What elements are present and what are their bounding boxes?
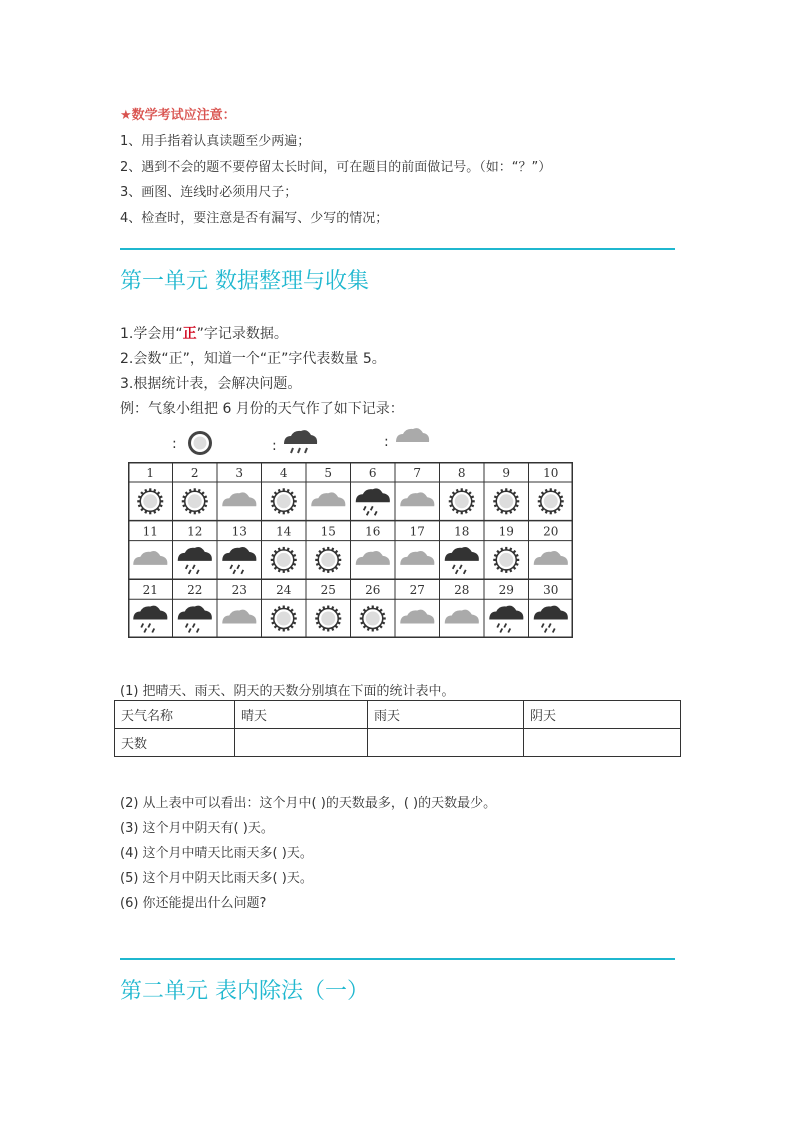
calendar-day-number: 18	[454, 524, 470, 539]
sun-icon	[449, 488, 475, 514]
legend-sun	[172, 431, 212, 455]
cloud-icon	[396, 428, 429, 442]
divider	[120, 958, 675, 960]
table-header-cell: 阴天	[524, 701, 681, 729]
rain-cloud-icon	[284, 430, 317, 453]
calendar-day-number: 4	[279, 466, 288, 480]
calendar-day-number: 21	[142, 583, 158, 598]
calendar-day-number: 14	[276, 524, 292, 539]
table-header-cell: 晴天	[235, 701, 368, 729]
paragraph	[120, 323, 288, 343]
answer-cell[interactable]	[524, 729, 681, 757]
paragraph-text: 1.学会用“	[120, 326, 183, 342]
sun-icon	[137, 488, 163, 514]
notice-title: ★数学考试应注意：	[120, 108, 236, 123]
sun-icon	[538, 488, 564, 514]
paragraph: 3.根据统计表，会解决问题。	[120, 376, 302, 392]
svg-text::: :	[172, 436, 177, 452]
sun-icon	[493, 488, 519, 514]
sun-icon	[315, 606, 341, 632]
table-cell: 天数	[115, 729, 235, 757]
sun-icon	[271, 606, 297, 632]
calendar-day-number: 29	[498, 583, 514, 598]
sun-icon	[271, 488, 297, 514]
legend-cloud	[384, 428, 429, 450]
paragraph: 例：气象小组把 6 月份的天气作了如下记录：	[120, 401, 404, 417]
notice-item: 3、画图、连线时必须用尺子；	[120, 185, 298, 200]
notice-item: 4、检查时，要注意是否有漏写、少写的情况；	[120, 211, 389, 226]
table-row	[115, 729, 681, 757]
unit-title: 第二单元 表内除法（一）	[120, 979, 369, 1004]
calendar-day-number: 16	[365, 524, 381, 539]
calendar-day-number: 13	[231, 524, 247, 539]
calendar-day-number: 24	[276, 583, 292, 598]
question: (6) 你还能提出什么问题?	[120, 896, 267, 911]
notice-item: 1、用手指着认真读题至少两遍；	[120, 134, 311, 149]
calendar-day-number: 1	[146, 466, 155, 480]
calendar-day-number: 8	[457, 466, 466, 480]
weather-legend	[170, 428, 440, 458]
legend-rain	[272, 430, 317, 454]
calendar-day-number: 2	[190, 466, 199, 480]
question: (1) 把晴天、雨天、阴天的天数分别填在下面的统计表中。	[120, 684, 455, 699]
highlight-char: 正	[182, 326, 197, 342]
svg-text::: :	[272, 438, 277, 454]
calendar-day-number: 26	[365, 583, 381, 598]
question: (2) 从上表中可以看出：这个月中( )的天数最多，( )的天数最少。	[120, 796, 497, 811]
unit-title: 第一单元 数据整理与收集	[120, 269, 369, 294]
calendar-day-number: 10	[543, 466, 559, 480]
calendar-day-number: 12	[187, 524, 203, 539]
table-header-cell: 天气名称	[115, 701, 235, 729]
calendar-day-number: 15	[320, 524, 336, 539]
answer-cell[interactable]	[368, 729, 524, 757]
question: (5) 这个月中阴天比雨天多( )天。	[120, 871, 313, 886]
calendar-day-number: 3	[235, 466, 244, 480]
paragraph: 2.会数“正”，知道一个“正”字代表数量 5。	[120, 351, 386, 367]
svg-text::: :	[384, 434, 389, 450]
calendar-day-number: 7	[413, 466, 422, 480]
calendar-day-number: 27	[409, 583, 425, 598]
divider	[120, 248, 675, 250]
notice-item: 2、遇到不会的题不要停留太长时间，可在题目的前面做记号。（如：“？”）	[120, 160, 552, 175]
calendar-day-number: 19	[498, 524, 514, 539]
table-row	[115, 701, 681, 729]
calendar-day-number: 5	[324, 466, 333, 480]
sun-icon	[493, 547, 519, 573]
sun-icon	[182, 488, 208, 514]
sun-icon	[360, 606, 386, 632]
question: (4) 这个月中晴天比雨天多( )天。	[120, 846, 313, 861]
calendar-day-number: 30	[543, 583, 559, 598]
stat-table	[114, 700, 681, 757]
calendar-day-number: 23	[231, 583, 247, 598]
calendar-day-number: 6	[368, 466, 377, 480]
calendar-day-number: 20	[543, 524, 559, 539]
paragraph-text: ”字记录数据。	[196, 326, 288, 342]
calendar-day-number: 11	[142, 524, 158, 539]
calendar-day-number: 17	[409, 524, 425, 539]
calendar-day-number: 28	[454, 583, 470, 598]
weather-calendar	[128, 462, 573, 638]
table-header-cell: 雨天	[368, 701, 524, 729]
calendar-day-number: 22	[187, 583, 203, 598]
answer-cell[interactable]	[235, 729, 368, 757]
question: (3) 这个月中阴天有( )天。	[120, 821, 274, 836]
sun-icon	[188, 431, 212, 455]
calendar-day-number: 9	[502, 466, 511, 480]
sun-icon	[271, 547, 297, 573]
sun-icon	[315, 547, 341, 573]
calendar-day-number: 25	[320, 583, 336, 598]
